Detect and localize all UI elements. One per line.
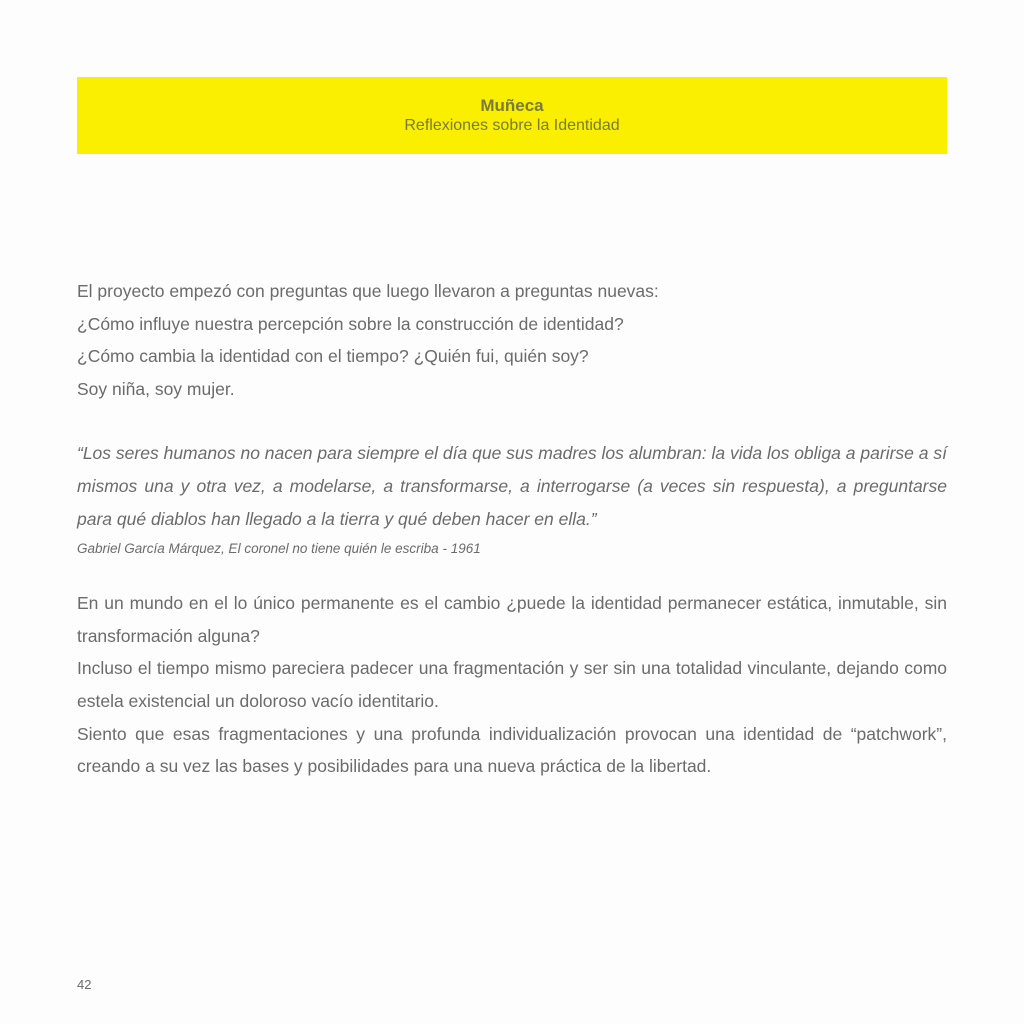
- quote-text: “Los seres humanos no nacen para siempre el día que sus madres los alumbran: la vida los obliga a parirse a sí mismos una y otra vez, a modelarse, a transformarse, a interrogarse (a veces sin respuesta), a preguntarse para qué diablos han llegado a la tierra y qué deben hacer en ella.”: [77, 443, 947, 529]
- spacer: [77, 559, 947, 587]
- quote-citation: Gabriel García Márquez, El coronel no tiene quién le escriba - 1961: [77, 541, 481, 557]
- page-subtitle: Reflexiones sobre la Identidad: [404, 117, 620, 134]
- body-paragraph: En un mundo en el lo único permanente es el cambio ¿puede la identidad permanecer estática, inmutable, sin transformación alguna?: [77, 593, 947, 646]
- intro-line: ¿Cómo cambia la identidad con el tiempo? ¿Quién fui, quién soy?: [77, 346, 589, 367]
- page-title: Muñeca: [480, 96, 544, 115]
- body-paragraph: Siento que esas fragmentaciones y una profunda individualización provocan una identidad de “patchwork”, creando a su vez las bases y posibilidades para una nueva práctica de la libertad.: [77, 723, 947, 777]
- main-content: [77, 275, 947, 783]
- page-number: 42: [77, 977, 92, 992]
- intro-line: Soy niña, soy mujer.: [77, 378, 235, 399]
- spacer: [77, 405, 947, 437]
- intro-line: El proyecto empezó con preguntas que luego llevaron a preguntas nuevas:: [77, 281, 659, 301]
- body-paragraph: Incluso el tiempo mismo pareciera padecer una fragmentación y ser sin una totalidad vinculante, dejando como estela existencial un doloroso vacío identitario.: [77, 658, 947, 711]
- intro-line: ¿Cómo influye nuestra percepción sobre la construcción de identidad?: [77, 313, 624, 334]
- header-band: [77, 77, 947, 154]
